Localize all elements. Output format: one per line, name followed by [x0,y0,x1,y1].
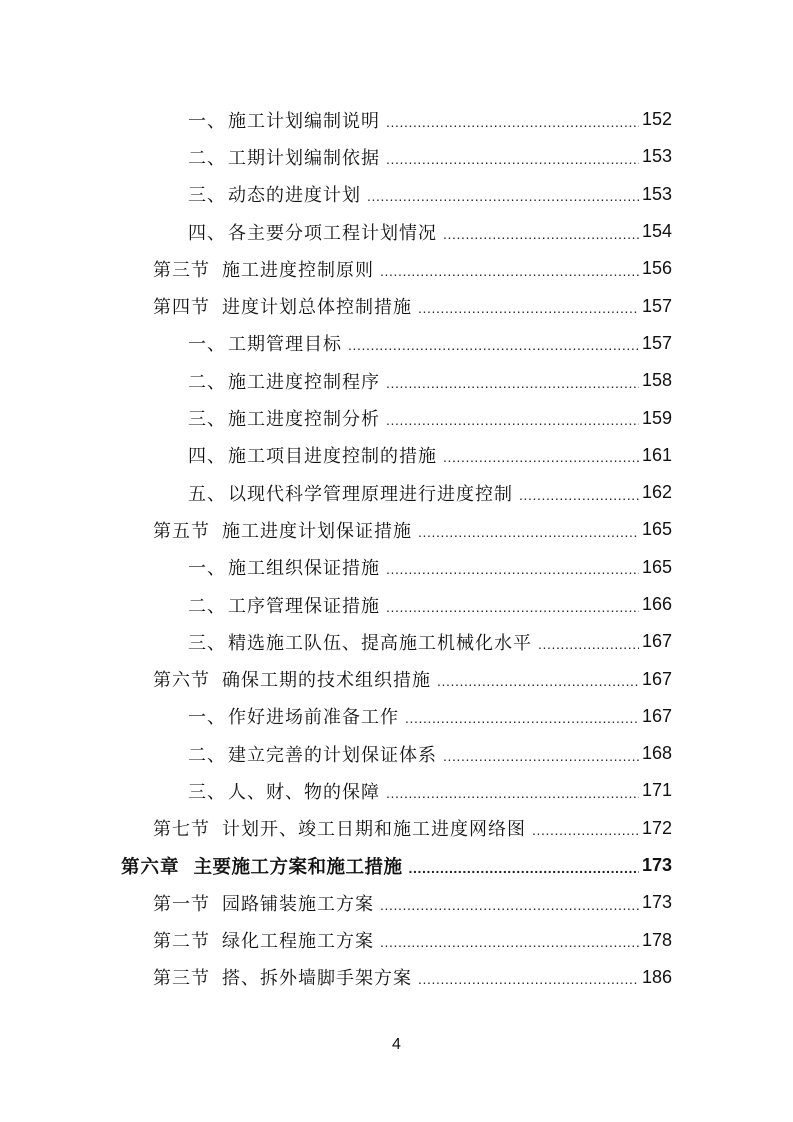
toc-subsection-entry[interactable] [0,176,793,213]
toc-dot-leader [380,898,639,912]
toc-entry-number: 四、 [188,446,226,468]
toc-section-entry[interactable] [0,810,793,847]
toc-subsection-entry[interactable] [0,325,793,362]
toc-entry-number: 第六章 [121,856,180,878]
toc-entry-title: 确保工期的技术组织措施 [222,670,431,692]
toc-subsection-entry[interactable] [0,399,793,436]
toc-entry-page: 171 [641,780,672,801]
toc-entry-title: 施工进度控制原则 [222,259,374,281]
toc-subsection-entry[interactable] [0,213,793,250]
toc-entry-number: 三、 [188,185,226,207]
toc-entry-page: 167 [641,668,672,689]
toc-chapter-entry[interactable] [0,847,793,884]
toc-entry-page: 161 [641,444,672,465]
toc-entry-number: 一、 [188,707,226,729]
toc-dot-leader [380,935,639,949]
toc-entry-title: 施工进度控制程序 [228,371,380,393]
toc-entry-title: 施工项目进度控制的措施 [228,446,437,468]
toc-entry-page: 152 [641,109,672,130]
toc-section-entry[interactable] [0,959,793,996]
toc-dot-leader [443,450,639,464]
toc-dot-leader [418,525,639,539]
toc-dot-leader [386,786,639,800]
toc-section-entry[interactable] [0,922,793,959]
toc-dot-leader [348,338,639,352]
toc-entry-title: 施工计划编制说明 [228,110,380,132]
toc-entry-title: 主要施工方案和施工措施 [193,856,403,878]
toc-subsection-entry[interactable] [0,101,793,138]
toc-entry-title: 以现代科学管理原理进行进度控制 [228,483,513,505]
toc-entry-number: 第六节 [153,670,210,692]
toc-entry-number: 五、 [188,483,226,505]
toc-entry-page: 162 [641,482,672,503]
toc-entry-title: 施工进度计划保证措施 [222,520,412,542]
toc-entry-number: 第二节 [153,931,210,953]
toc-subsection-entry[interactable] [0,772,793,809]
toc-dot-leader [380,264,639,278]
toc-dot-leader [386,600,639,614]
toc-entry-title: 工序管理保证措施 [228,595,380,617]
toc-subsection-entry[interactable] [0,549,793,586]
toc-dot-leader [386,562,639,576]
toc-entry-number: 一、 [188,334,226,356]
toc-entry-page: 158 [641,370,672,391]
toc-subsection-entry[interactable] [0,474,793,511]
toc-entry-number: 三、 [188,781,226,803]
toc-entry-number: 第七节 [153,819,210,841]
toc-entry-page: 167 [641,705,672,726]
toc-entry-page: 157 [641,295,672,316]
toc-entry-title: 施工组织保证措施 [228,558,380,580]
toc-entry-title: 各主要分项工程计划情况 [228,222,437,244]
toc-entry-page: 173 [641,855,672,876]
toc-entry-title: 进度计划总体控制措施 [222,297,412,319]
toc-entry-number: 第五节 [153,520,210,542]
toc-dot-leader [367,189,639,203]
toc-entry-title: 人、财、物的保障 [228,781,380,803]
page-number: 4 [392,1036,401,1053]
toc-dot-leader [443,749,639,763]
toc-subsection-entry[interactable] [0,623,793,660]
toc-entry-number: 二、 [188,371,226,393]
toc-entry-number: 第三节 [153,968,210,990]
toc-dot-leader [386,152,639,166]
toc-entry-number: 一、 [188,558,226,580]
toc-subsection-entry[interactable] [0,735,793,772]
toc-entry-number: 三、 [188,632,226,654]
toc-dot-leader [437,674,639,688]
toc-entry-title: 建立完善的计划保证体系 [228,744,437,766]
toc-entry-number: 二、 [188,147,226,169]
toc-entry-number: 四、 [188,222,226,244]
toc-dot-leader [532,823,639,837]
toc-subsection-entry[interactable] [0,362,793,399]
toc-entry-number: 第一节 [153,893,210,915]
toc-entry-number: 第三节 [153,259,210,281]
toc-entry-number: 二、 [188,744,226,766]
toc-entry-title: 搭、拆外墙脚手架方案 [222,968,412,990]
toc-entry-page: 154 [641,221,672,242]
toc-entry-number: 第四节 [153,297,210,319]
toc-entry-page: 156 [641,258,672,279]
toc-subsection-entry[interactable] [0,586,793,623]
toc-section-entry[interactable] [0,511,793,548]
toc-entry-title: 绿化工程施工方案 [222,931,374,953]
toc-entry-title: 园路铺装施工方案 [222,893,374,915]
toc-entry-number: 二、 [188,595,226,617]
toc-entry-title: 作好进场前准备工作 [228,707,399,729]
toc-subsection-entry[interactable] [0,437,793,474]
toc-section-entry[interactable] [0,884,793,921]
toc-entry-page: 165 [641,556,672,577]
toc-entry-title: 工期计划编制依据 [228,147,380,169]
toc-dot-leader [386,413,639,427]
toc-entry-page: 153 [641,183,672,204]
toc-subsection-entry[interactable] [0,138,793,175]
toc-entry-page: 172 [641,817,672,838]
toc-dot-leader [519,488,639,502]
toc-entry-title: 动态的进度计划 [228,185,361,207]
toc-subsection-entry[interactable] [0,698,793,735]
toc-dot-leader [418,301,639,315]
toc-section-entry[interactable] [0,660,793,697]
toc-entry-page: 159 [641,407,672,428]
toc-entry-number: 三、 [188,409,226,431]
toc-entry-page: 157 [641,332,672,353]
toc-dot-leader [409,861,639,875]
toc-entry-page: 168 [641,743,672,764]
toc-entry-page: 178 [641,929,672,950]
toc-dot-leader [443,227,639,241]
toc-entry-title: 计划开、竣工日期和施工进度网络图 [222,819,526,841]
toc-dot-leader [538,637,639,651]
table-of-contents [0,101,793,996]
toc-entry-page: 186 [641,966,672,987]
toc-entry-number: 一、 [188,110,226,132]
toc-entry-page: 167 [641,631,672,652]
toc-entry-page: 153 [641,146,672,167]
toc-entry-title: 施工进度控制分析 [228,409,380,431]
toc-section-entry[interactable] [0,287,793,324]
toc-entry-page: 173 [641,892,672,913]
toc-dot-leader [386,376,639,390]
toc-dot-leader [418,972,639,986]
toc-section-entry[interactable] [0,250,793,287]
toc-entry-title: 精选施工队伍、提高施工机械化水平 [228,632,532,654]
toc-entry-page: 166 [641,594,672,614]
toc-dot-leader [405,711,639,725]
toc-entry-title: 工期管理目标 [228,334,342,356]
toc-entry-page: 165 [641,519,672,540]
toc-dot-leader [386,115,639,129]
